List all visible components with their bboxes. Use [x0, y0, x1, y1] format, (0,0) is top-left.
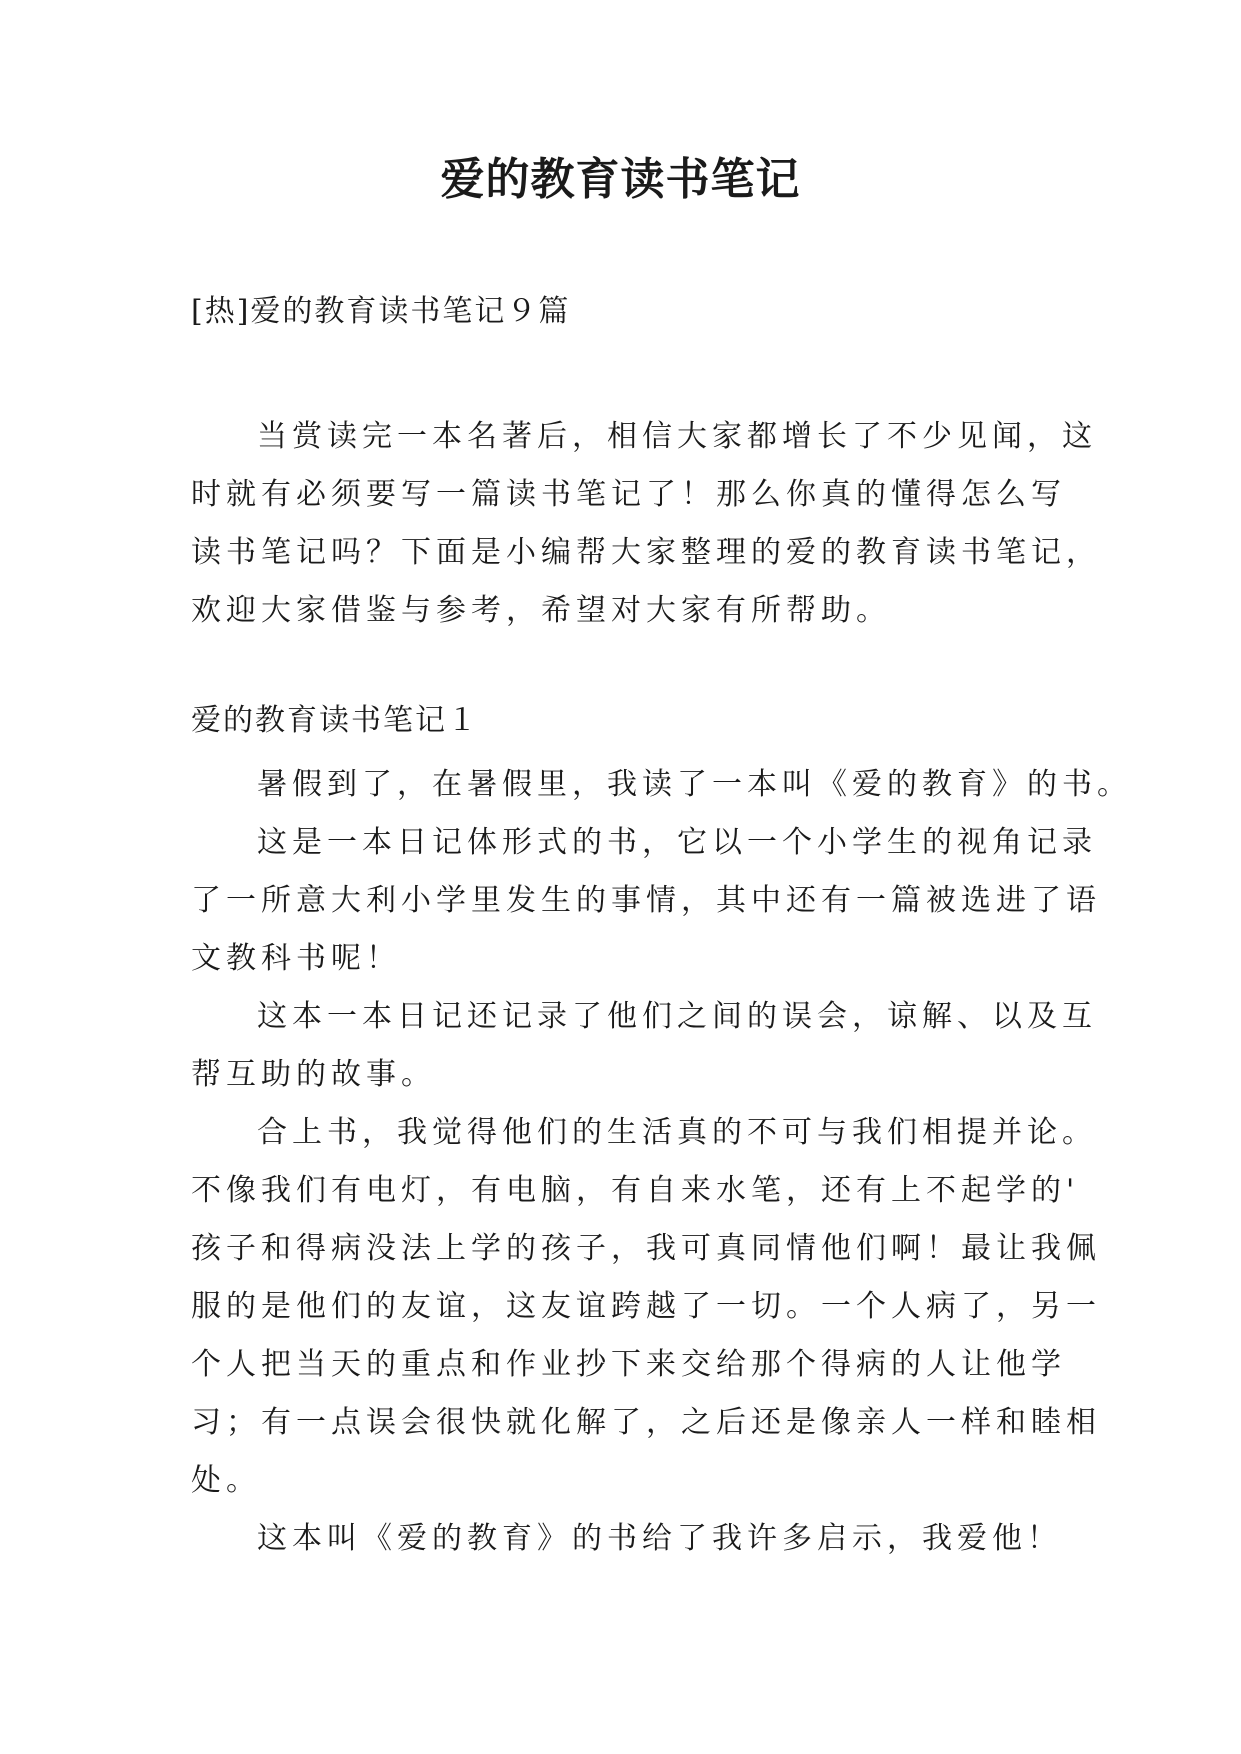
body-line: 文教科书呢！ [191, 941, 401, 976]
intro-line: 读书笔记吗？下面是小编帮大家整理的爱的教育读书笔记， [191, 535, 1101, 570]
body-line: 孩子和得病没法上学的孩子，我可真同情他们啊！最让我佩 [191, 1231, 1101, 1266]
body-line: 个人把当天的重点和作业抄下来交给那个得病的人让他学 [191, 1347, 1066, 1382]
intro-line: 当赏读完一本名著后，相信大家都增长了不少见闻，这 [257, 419, 1097, 454]
document-subtitle: [热]爱的教育读书笔记９篇 [191, 294, 571, 329]
section-heading: 爱的教育读书笔记１ [191, 703, 479, 738]
body-line: 这是一本日记体形式的书，它以一个小学生的视角记录 [257, 825, 1097, 860]
body-line: 这本叫《爱的教育》的书给了我许多启示，我爱他！ [257, 1521, 1062, 1556]
body-line: 暑假到了，在暑假里，我读了一本叫《爱的教育》的书。 [257, 767, 1132, 802]
body-line: 合上书，我觉得他们的生活真的不可与我们相提并论。 [257, 1115, 1097, 1150]
body-line: 这本一本日记还记录了他们之间的误会，谅解、以及互 [257, 999, 1097, 1034]
document-title: 爱的教育读书笔记 [440, 154, 801, 205]
body-line: 不像我们有电灯，有电脑，有自来水笔，还有上不起学的' [191, 1173, 1080, 1208]
section-body [191, 756, 1132, 1568]
body-line: 服的是他们的友谊，这友谊跨越了一切。一个人病了，另一 [191, 1289, 1101, 1324]
body-line: 帮互助的故事。 [191, 1057, 436, 1092]
body-line: 习；有一点误会很快就化解了，之后还是像亲人一样和睦相 [191, 1405, 1101, 1440]
intro-line: 欢迎大家借鉴与参考，希望对大家有所帮助。 [191, 593, 891, 628]
intro-line: 时就有必须要写一篇读书笔记了！那么你真的懂得怎么写 [191, 477, 1066, 512]
intro-paragraph [191, 408, 1101, 640]
body-line: 了一所意大利小学里发生的事情，其中还有一篇被选进了语 [191, 883, 1101, 918]
body-line: 处。 [191, 1463, 261, 1498]
